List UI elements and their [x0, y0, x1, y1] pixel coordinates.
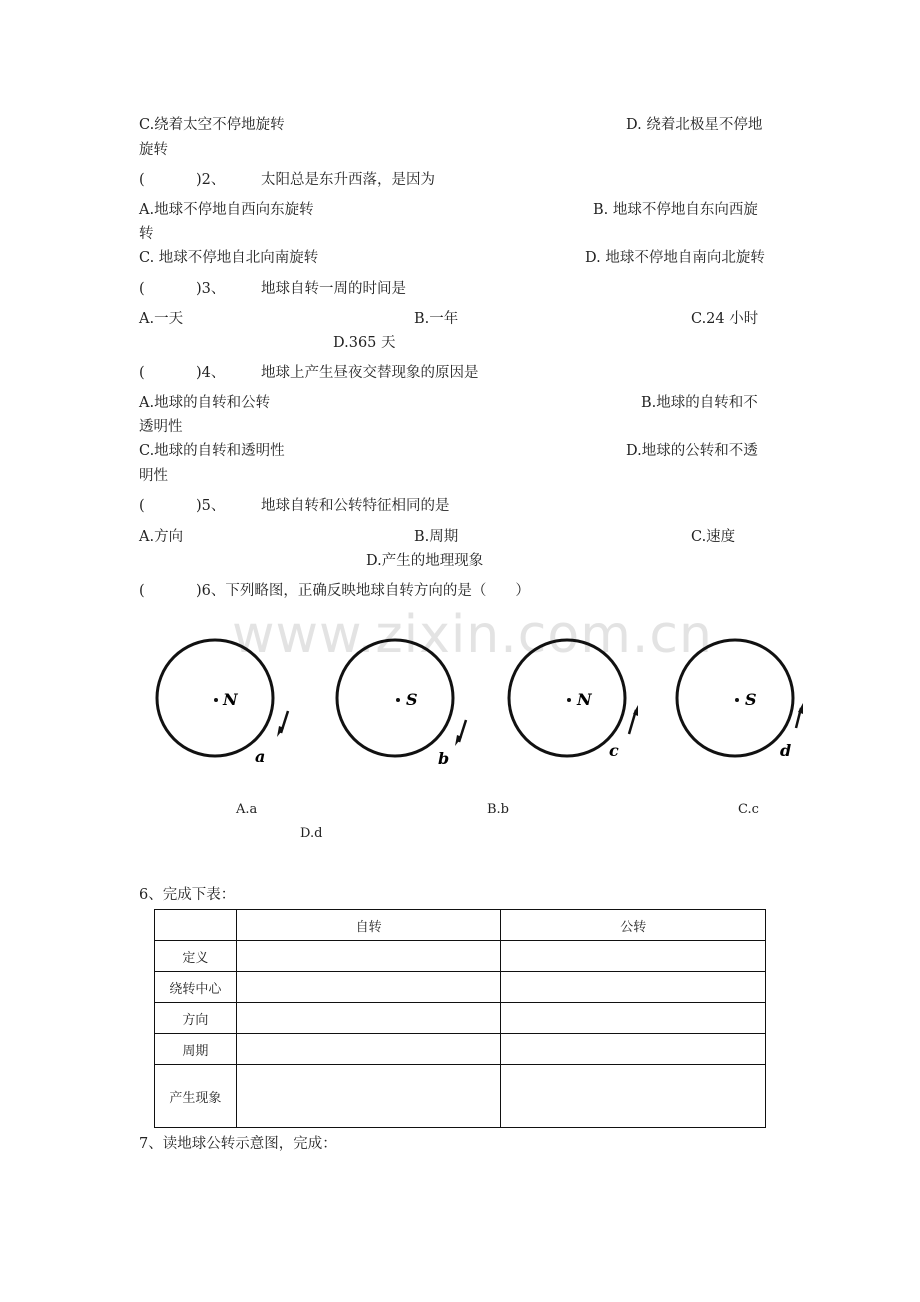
table-row [155, 1003, 766, 1034]
figure-a-label: a [255, 747, 266, 766]
q6-option-a: A.a [236, 802, 258, 817]
q6-option-c: C.c [738, 802, 759, 817]
row-label-period: 周期 [155, 1034, 237, 1065]
q2-option-d: D. 地球不停地自南向北旋转 [585, 250, 765, 266]
table-header-corner [155, 910, 237, 941]
q4-paren-open: ( [139, 365, 145, 381]
q5-option-a: A.方向 [139, 529, 184, 545]
q3-option-d: D.365 天 [333, 335, 396, 351]
figure-c-pole: N [577, 690, 592, 709]
figure-d-pole: S [745, 690, 757, 709]
q5-number: )5、 [196, 498, 226, 514]
figure-c [502, 638, 642, 777]
table-row [155, 1065, 766, 1128]
figure-d [670, 638, 810, 777]
figure-b [330, 638, 470, 777]
figure-b-pole: S [406, 690, 418, 709]
q3-option-c: C.24 小时 [691, 311, 759, 327]
q1-option-d-wrap: 旋转 [139, 142, 168, 158]
q3-option-b: B.一年 [414, 311, 459, 327]
q6-option-d: D.d [300, 826, 323, 841]
q2-number: )2、 [196, 172, 226, 188]
q4-option-c: C.地球的自转和透明性 [139, 443, 285, 459]
q1-option-d: D. 绕着北极星不停地 [626, 117, 763, 133]
q5-option-d: D.产生的地理现象 [366, 553, 484, 569]
figure-b-label: b [438, 749, 450, 768]
q4-option-d: D.地球的公转和不透 [626, 443, 758, 459]
row-label-definition: 定义 [155, 941, 237, 972]
rotation-revolution-table [154, 909, 766, 1128]
q7-title: 7、读地球公转示意图，完成： [139, 1136, 337, 1152]
cell-revolution-phenomena[interactable] [501, 1065, 766, 1128]
q4-stem: 地球上产生昼夜交替现象的原因是 [261, 365, 479, 381]
watermark: www.zixin.com.cn [232, 605, 713, 665]
q3-number: )3、 [196, 281, 226, 297]
figure-a [150, 638, 290, 777]
q4-option-b-wrap: 透明性 [139, 419, 183, 435]
table-row [155, 1034, 766, 1065]
figure-a-pole: N [223, 690, 238, 709]
q4-option-b: B.地球的自转和不 [641, 395, 758, 411]
q2-option-b: B. 地球不停地自东向西旋 [593, 202, 758, 218]
q2-option-a: A.地球不停地自西向东旋转 [139, 202, 314, 218]
q4-option-d-wrap: 明性 [139, 468, 168, 484]
cell-revolution-period[interactable] [501, 1034, 766, 1065]
q5-stem: 地球自转和公转特征相同的是 [261, 498, 450, 514]
q5-option-c: C.速度 [691, 529, 736, 545]
cell-rotation-phenomena[interactable] [236, 1065, 501, 1128]
q4-number: )4、 [196, 365, 226, 381]
figure-d-label: d [780, 741, 792, 760]
q2-stem: 太阳总是东升西落，是因为 [261, 172, 435, 188]
figure-c-label: c [609, 741, 619, 760]
row-label-direction: 方向 [155, 1003, 237, 1034]
table-header-revolution: 公转 [501, 910, 766, 941]
q3-option-a: A.一天 [139, 311, 184, 327]
cell-rotation-period[interactable] [236, 1034, 501, 1065]
table-row [155, 941, 766, 972]
cell-rotation-center[interactable] [236, 972, 501, 1003]
q6-stem: )6、下列略图，正确反映地球自转方向的是（ ） [196, 583, 530, 599]
q6-paren-open: ( [139, 583, 145, 599]
q3-paren-open: ( [139, 281, 145, 297]
q6-option-b: B.b [487, 802, 510, 817]
cell-rotation-definition[interactable] [236, 941, 501, 972]
cell-revolution-direction[interactable] [501, 1003, 766, 1034]
q5-option-b: B.周期 [414, 529, 459, 545]
table-section-title: 6、完成下表： [139, 887, 236, 903]
q4-option-a: A.地球的自转和公转 [139, 395, 271, 411]
q2-paren-open: ( [139, 172, 145, 188]
row-label-phenomena: 产生现象 [155, 1065, 237, 1128]
q1-option-c: C.绕着太空不停地旋转 [139, 117, 285, 133]
table-header-rotation: 自转 [236, 910, 501, 941]
q2-option-b-wrap: 转 [139, 226, 154, 242]
cell-revolution-definition[interactable] [501, 941, 766, 972]
table-header-row [155, 910, 766, 941]
cell-rotation-direction[interactable] [236, 1003, 501, 1034]
q5-paren-open: ( [139, 498, 145, 514]
cell-revolution-center[interactable] [501, 972, 766, 1003]
table-row [155, 972, 766, 1003]
row-label-center: 绕转中心 [155, 972, 237, 1003]
q3-stem: 地球自转一周的时间是 [261, 281, 406, 297]
q2-option-c: C. 地球不停地自北向南旋转 [139, 250, 319, 266]
